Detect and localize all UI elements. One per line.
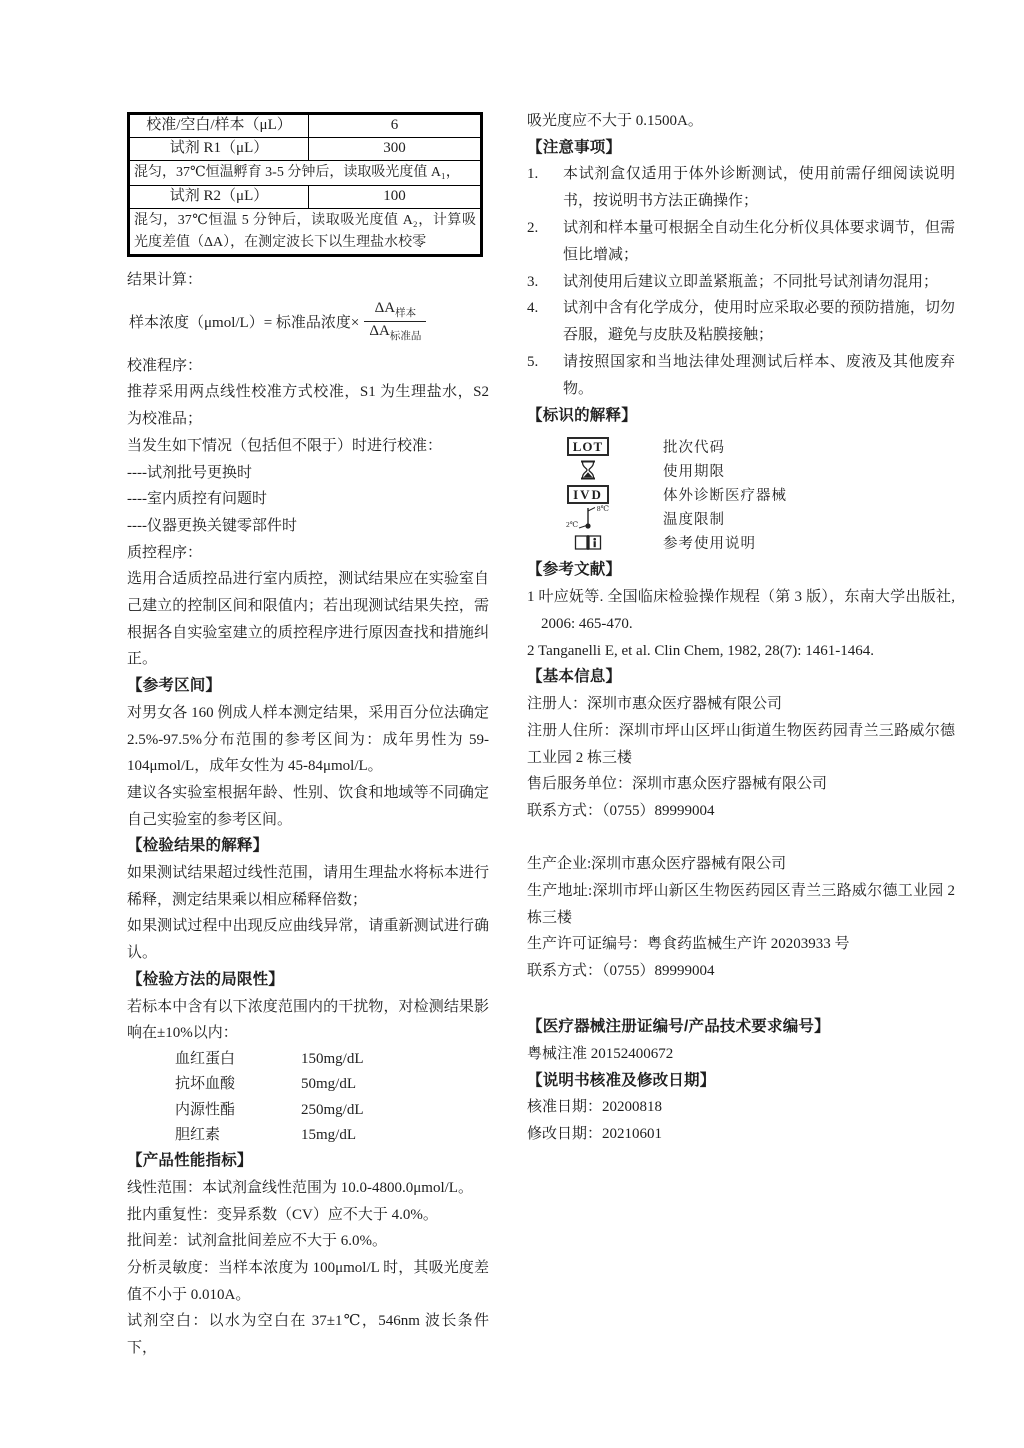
section-heading-reference-interval: 【参考区间】 bbox=[127, 677, 222, 695]
section-heading-references: 【参考文献】 bbox=[527, 561, 622, 579]
interferent-name: 内源性酯 bbox=[175, 1101, 236, 1118]
note-number: 2. bbox=[527, 220, 539, 236]
revision-date: 修改日期：20210601 bbox=[527, 1126, 663, 1143]
note-text: 试剂使用后建议立即盖紧瓶盖；不同批号试剂请勿混用； bbox=[563, 273, 939, 290]
production-license-line: 生产许可证编号：粤食药监械生产许 20203933 号 bbox=[527, 936, 850, 953]
formula-denominator: $\Delta A_{标准品}$ bbox=[369, 322, 422, 342]
paragraph: 如果测试过程中出现反应曲线异常，请重新测试进行确认。 bbox=[127, 918, 489, 962]
table-cell-value: 100 bbox=[309, 186, 482, 209]
approval-date: 核准日期：20200818 bbox=[527, 1099, 663, 1116]
paragraph: 若标本中含有以下浓度范围内的干扰物，对检测结果影响在±10%以内： bbox=[127, 998, 489, 1042]
contact-line: 联系方式：（0755）89999004 bbox=[527, 963, 715, 980]
left-column bbox=[127, 112, 489, 1362]
contact-line: 联系方式：（0755）89999004 bbox=[527, 803, 715, 820]
paragraph: 批内重复性：变异系数（CV）应不大于 4.0%。 bbox=[127, 1206, 438, 1223]
symbols-table bbox=[527, 434, 955, 554]
note-number: 3. bbox=[527, 273, 539, 290]
result-calc-label: 结果计算： bbox=[127, 272, 203, 288]
note-number: 5. bbox=[527, 353, 539, 370]
interferent-row bbox=[175, 1072, 489, 1097]
lot-icon: LOT bbox=[567, 437, 609, 456]
manufacturer-line: 生产企业:深圳市惠众医疗器械有限公司 bbox=[527, 856, 787, 873]
symbol-label: 体外诊断医疗器械 bbox=[663, 487, 787, 504]
formula-numerator: $\Delta A_{样本}$ bbox=[364, 300, 426, 322]
section-heading-method-limitations: 【检验方法的局限性】 bbox=[127, 970, 285, 988]
section-heading-performance: 【产品性能指标】 bbox=[127, 1152, 253, 1170]
paragraph: 选用合适质控品进行室内质控，测试结果应在实验室自己建立的控制区间和限值内；若出现测试结果失控，需根据各自实验室建立的质控程序进行原因查找和措施纠正。 bbox=[127, 571, 489, 668]
paragraph: ----仪器更换关键零部件时 bbox=[127, 517, 297, 534]
symbol-label: 温度限制 bbox=[663, 511, 725, 528]
interferent-value: 150mg/dL bbox=[301, 1050, 364, 1067]
reference-item: 2 Tanganelli E, et al. Clin Chem, 1982, 28(7): 1461-1464. bbox=[527, 642, 874, 659]
formula-fraction bbox=[364, 300, 426, 343]
registration-number: 粤械注准 20152400672 bbox=[527, 1045, 674, 1062]
table-cell-label: 试剂 R2（μL） bbox=[129, 186, 309, 209]
section-heading-result-interpretation: 【检验结果的解释】 bbox=[127, 837, 269, 855]
section-heading-symbols: 【标识的解释】 bbox=[527, 406, 637, 424]
continuation-text: 吸光度应不大于 0.1500A。 bbox=[527, 113, 703, 129]
registrant-line: 注册人：深圳市惠众医疗器械有限公司 bbox=[527, 696, 783, 713]
interferent-name: 抗坏血酸 bbox=[175, 1076, 236, 1093]
table-cell-label: 试剂 R1（μL） bbox=[129, 138, 309, 161]
paragraph: 试剂空白：以水为空白在 37±1℃，546nm 波长条件下， bbox=[127, 1313, 489, 1357]
qc-title: 质控程序： bbox=[127, 544, 203, 561]
symbol-label: 参考使用说明 bbox=[663, 535, 756, 552]
table-row bbox=[129, 209, 482, 256]
note-item bbox=[527, 269, 955, 296]
concentration-formula bbox=[129, 300, 489, 343]
note-item bbox=[527, 295, 955, 349]
paragraph: 批间差：试剂盒批间差应不大于 6.0%。 bbox=[127, 1233, 387, 1250]
interferent-value: 15mg/dL bbox=[301, 1126, 356, 1143]
note-number: 1. bbox=[527, 166, 539, 183]
symbol-row bbox=[527, 530, 955, 554]
note-text: 试剂中含有化学成分，使用时应采取必要的预防措施，切勿吞服，避免与皮肤及粘膜接触； bbox=[563, 300, 955, 344]
note-item bbox=[527, 349, 955, 403]
table-cell-value: 300 bbox=[309, 138, 482, 161]
interferent-row bbox=[175, 1098, 489, 1123]
paragraph: 分析灵敏度：当样本浓度为 100μmol/L 时，其吸光度差值不小于 0.010A。 bbox=[127, 1259, 489, 1303]
note-text: 试剂和样本量可根据全自动生化分析仪具体要求调节，但需恒比增减； bbox=[563, 220, 955, 263]
ivd-icon: IVD bbox=[567, 485, 609, 504]
table-row bbox=[129, 186, 482, 209]
paragraph: ----试剂批号更换时 bbox=[127, 464, 252, 481]
section-heading-registration: 【医疗器械注册证编号/产品技术要求编号】 bbox=[527, 1018, 830, 1036]
interferent-value: 50mg/dL bbox=[301, 1076, 356, 1093]
interferent-value: 250mg/dL bbox=[301, 1101, 364, 1118]
interferent-row bbox=[175, 1047, 489, 1072]
hourglass-icon bbox=[579, 460, 597, 480]
symbol-row bbox=[527, 458, 955, 482]
symbol-row bbox=[527, 506, 955, 530]
table-cell-span: 混匀，37℃恒温孵育 3-5 分钟后，读取吸光度值 A₁， bbox=[129, 161, 482, 186]
note-item bbox=[527, 161, 955, 215]
interferent-row bbox=[175, 1123, 489, 1148]
section-heading-precautions: 【注意事项】 bbox=[527, 138, 622, 156]
temperature-limit-icon bbox=[566, 505, 610, 531]
table-row bbox=[129, 114, 482, 138]
section-heading-basic-info: 【基本信息】 bbox=[527, 668, 622, 686]
preparation-table bbox=[127, 112, 483, 257]
table-row bbox=[129, 138, 482, 161]
section-heading-revision: 【说明书核准及修改日期】 bbox=[527, 1071, 716, 1089]
paragraph: ----室内质控有问题时 bbox=[127, 491, 267, 508]
symbol-row bbox=[527, 434, 955, 458]
table-row bbox=[129, 161, 482, 186]
manufacturer-address-line: 生产地址:深圳市坪山新区生物医药园区青兰三路威尔德工业园 2 栋三楼 bbox=[527, 882, 955, 926]
temperature-high-label: 8℃ bbox=[596, 504, 609, 514]
symbol-row bbox=[527, 482, 955, 506]
symbol-label: 使用期限 bbox=[663, 463, 725, 480]
table-cell-label: 校准/空白/样本（μL） bbox=[129, 114, 309, 138]
paragraph: 对男女各 160 例成人样本测定结果，采用百分位法确定 2.5%-97.5%分布范围的参考区间为：成年男性为 59-104μmol/L，成年女性为 45-84μmol/L。 bbox=[127, 704, 489, 775]
right-column bbox=[527, 108, 955, 1148]
paragraph: 建议各实验室根据年龄、性别、饮食和地域等不同确定自己实验室的参考区间。 bbox=[127, 784, 489, 828]
formula-lhs: 样本浓度（μmol/L）= 标准品浓度× bbox=[129, 314, 360, 331]
note-item bbox=[527, 215, 955, 269]
registrant-address-line: 注册人住所：深圳市坪山区坪山街道生物医药园青兰三路威尔德工业园 2 栋三楼 bbox=[527, 722, 955, 766]
paragraph: 如果测试结果超过线性范围，请用生理盐水将标本进行稀释，测定结果乘以相应稀释倍数； bbox=[127, 865, 489, 908]
note-number: 4. bbox=[527, 300, 539, 317]
calibration-title: 校准程序： bbox=[127, 357, 203, 374]
temperature-low-label: 2℃ bbox=[566, 520, 579, 530]
table-cell-value: 6 bbox=[309, 114, 482, 138]
note-text: 请按照国家和当地法律处理测试后样本、废液及其他废弃物。 bbox=[563, 353, 955, 397]
after-sales-line: 售后服务单位：深圳市惠众医疗器械有限公司 bbox=[527, 776, 828, 793]
paragraph: 当发生如下情况（包括但不限于）时进行校准： bbox=[127, 437, 443, 454]
note-text: 本试剂盒仅适用于体外诊断测试，使用前需仔细阅读说明书，按说明书方法正确操作； bbox=[563, 166, 955, 210]
table-cell-span: 混匀，37℃恒温 5 分钟后，读取吸光度值 A₂，计算吸光度差值（ΔA），在测定波长下以生理盐水校零 bbox=[129, 209, 482, 256]
reference-item: 1 叶应妩等. 全国临床检验操作规程（第 3 版），东南大学出版社, 2006: 465-470. bbox=[527, 588, 955, 632]
paragraph: 推荐采用两点线性校准方式校准，S1 为生理盐水，S2 为校准品； bbox=[127, 384, 489, 428]
paragraph: 线性范围：本试剂盒线性范围为 10.0-4800.0μmol/L。 bbox=[127, 1179, 473, 1196]
consult-instructions-icon bbox=[574, 534, 602, 551]
interferent-name: 胆红素 bbox=[175, 1126, 221, 1143]
symbol-label: 批次代码 bbox=[663, 439, 725, 456]
interferent-name: 血红蛋白 bbox=[175, 1050, 236, 1067]
